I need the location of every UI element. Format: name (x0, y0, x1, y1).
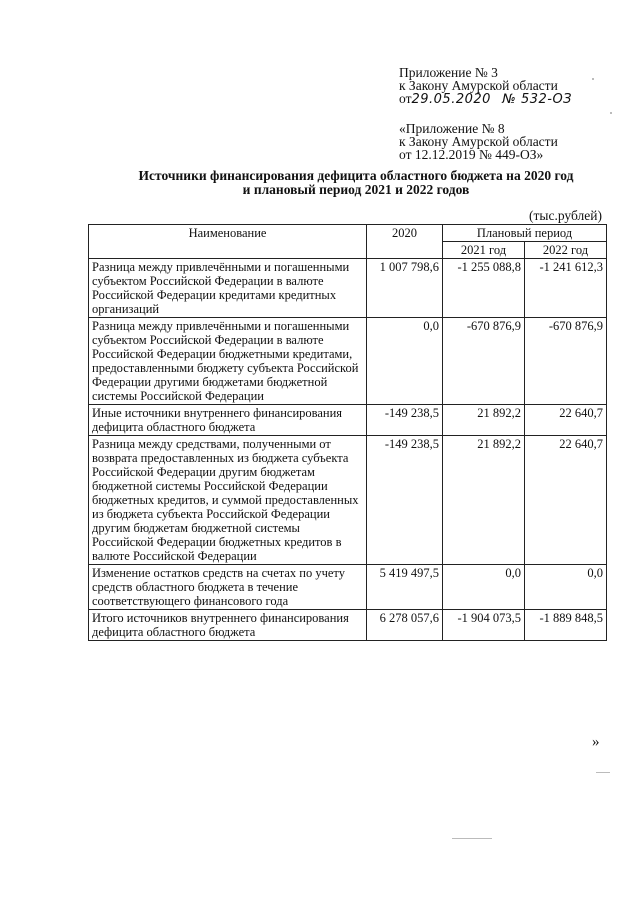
row-name: Разница между привлечёнными и погашенными субъектом Российской Федерации в валюте Российской Федерации бюджетными кредитами, предоставленными бюджету субъекта Российской Федерации другими бюджетами бюджетной системы Российской Федерации (89, 318, 367, 405)
closing-quote-mark: » (592, 734, 600, 750)
header-2022: 2022 год (525, 242, 607, 259)
original-appendix-line2: к Закону Амурской области (399, 134, 558, 149)
row-name: Разница между средствами, полученными от возврата предоставленных из бюджета субъекта Российской Федерации другим бюджетам бюджетной системы Российской Федерации бюджетных кредитов, и суммой предоставленных из бюджета субъекта Российской Федерации другим бюджетам бюджетной системы Российской Федерации бюджетных кредитов в валюте Российской Федерации (89, 436, 367, 565)
appendix-date-prefix: от (399, 91, 412, 106)
row-name: Изменение остатков средств на счетах по учету средств областного бюджета в течение соответствующего финансового года (89, 565, 367, 610)
row-value-2020: 1 007 798,6 (367, 259, 443, 318)
row-value-2021: -670 876,9 (443, 318, 525, 405)
row-value-2020: -149 238,5 (367, 405, 443, 436)
table-row (89, 436, 607, 565)
table-row (89, 259, 607, 318)
original-appendix-line3: от 12.12.2019 № 449-ОЗ» (399, 147, 544, 162)
row-value-2022: -1 241 612,3 (525, 259, 607, 318)
units-label: (тыс.рублей) (529, 208, 602, 223)
header-name: Наименование (89, 225, 367, 259)
table-row-total (89, 610, 607, 641)
table-row (89, 565, 607, 610)
handwritten-date: 29.05.2020 (411, 92, 491, 107)
original-appendix-line1: «Приложение № 8 (399, 121, 505, 136)
row-name: Итого источников внутреннего финансирования дефицита областного бюджета (89, 610, 367, 641)
header-2020: 2020 (367, 225, 443, 259)
appendix-block (399, 66, 572, 106)
row-value-2020: 5 419 497,5 (367, 565, 443, 610)
row-value-2021: -1 904 073,5 (443, 610, 525, 641)
row-name: Иные источники внутреннего финансирования дефицита областного бюджета (89, 405, 367, 436)
row-value-2020: 6 278 057,6 (367, 610, 443, 641)
row-value-2022: -1 889 848,5 (525, 610, 607, 641)
title-line2: и плановый период 2021 и 2022 годов (242, 182, 470, 197)
scan-speck (452, 838, 492, 839)
row-value-2022: 0,0 (525, 565, 607, 610)
appendix-line2: к Закону Амурской области (399, 78, 558, 93)
header-2021: 2021 год (443, 242, 525, 259)
row-value-2020: -149 238,5 (367, 436, 443, 565)
row-value-2022: -670 876,9 (525, 318, 607, 405)
row-value-2021: 21 892,2 (443, 405, 525, 436)
table-header-row (89, 225, 607, 242)
table-row (89, 405, 607, 436)
appendix-date-line (399, 92, 572, 106)
financing-table (88, 224, 607, 641)
row-value-2021: 21 892,2 (443, 436, 525, 565)
scan-speck (592, 78, 594, 80)
row-value-2022: 22 640,7 (525, 405, 607, 436)
row-value-2021: 0,0 (443, 565, 525, 610)
scan-speck (596, 772, 610, 773)
row-value-2020: 0,0 (367, 318, 443, 405)
row-value-2021: -1 255 088,8 (443, 259, 525, 318)
title-line1: Источники финансирования дефицита областного бюджета на 2020 год (138, 168, 574, 183)
appendix-line1: Приложение № 3 (399, 65, 498, 80)
handwritten-number: № 532-ОЗ (502, 92, 573, 107)
row-name: Разница между привлечёнными и погашенными субъектом Российской Федерации в валюте Российской Федерации кредитами кредитных организаций (89, 259, 367, 318)
original-appendix-block (399, 122, 558, 161)
scan-speck (610, 112, 612, 114)
header-planned-period: Плановый период (443, 225, 607, 242)
table-row (89, 318, 607, 405)
row-value-2022: 22 640,7 (525, 436, 607, 565)
document-title (96, 169, 616, 197)
